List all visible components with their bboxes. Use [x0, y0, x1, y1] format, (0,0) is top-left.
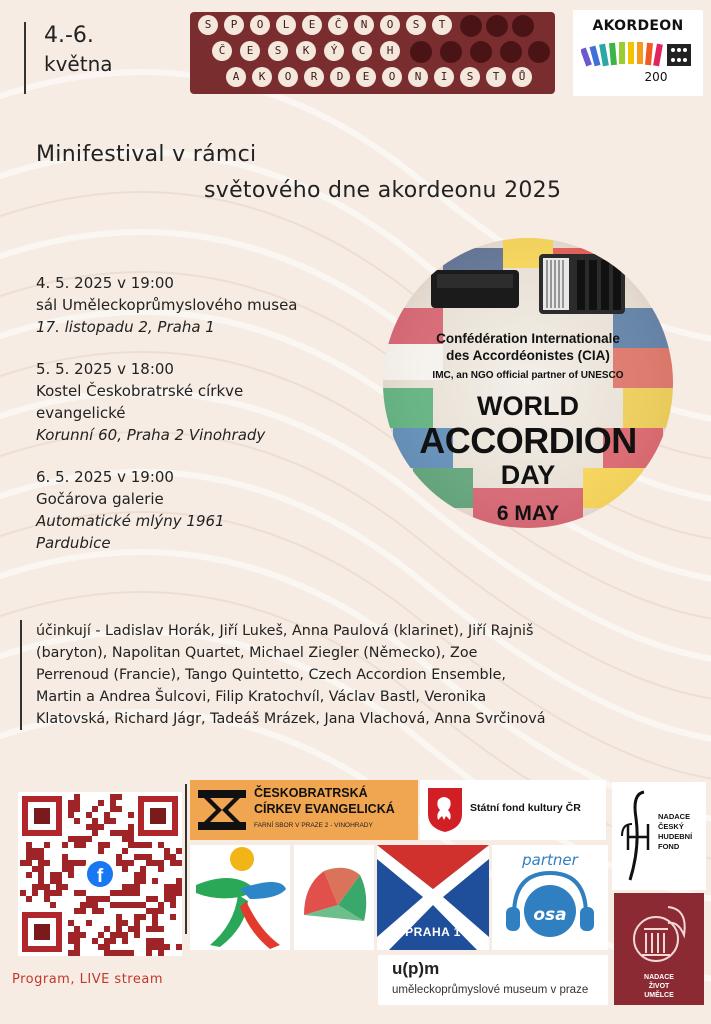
akordeon-logo-title: AKORDEON [592, 18, 684, 34]
banner-letter-key: Ů [512, 67, 532, 87]
accordion-button-icon [440, 41, 462, 63]
nchf-name [658, 812, 692, 852]
banner-letter-key: I [434, 67, 454, 87]
banner-letter-key: Č [328, 15, 348, 35]
tree-figure-icon [190, 845, 290, 950]
qr-code[interactable] [18, 792, 182, 956]
banner-letter-key: R [304, 67, 324, 87]
cce-line-3: FARNÍ SBOR V PRAZE 2 - VINOHRADY [254, 822, 373, 829]
nzu-logo [614, 893, 704, 1005]
akordeon-logo-number: 200 [644, 70, 668, 84]
event-address: Automatické mlýny 1961 [36, 512, 225, 530]
banner-letter-key: A [226, 67, 246, 87]
qr-caption: Program, LIVE stream [12, 972, 163, 987]
nchf-line: HUDEBNÍ [658, 832, 693, 841]
event-venue: Kostel Českobratrské církve [36, 382, 244, 400]
date-block [24, 22, 164, 94]
event-address: Korunní 60, Praha 2 Vinohrady [36, 426, 266, 444]
performers-line: Perrenoud (Francie), Tango Quintetto, Czech Accordion Ensemble, [36, 667, 506, 683]
osa-label: osa [533, 905, 567, 925]
nzu-line: NADACE [644, 974, 674, 981]
event-datetime: 4. 5. 2025 v 19:00 [36, 274, 174, 292]
upm-short: u(p)m [392, 959, 440, 978]
wad-world: WORLD [477, 391, 579, 421]
performers-line: Klatovská, Richard Jágr, Tadeáš Mrázek, Jana Vlachová, Anna Svrčinová [36, 711, 546, 727]
accordion-button-icon [500, 41, 522, 63]
petal-logo [294, 845, 374, 950]
cia-name [383, 330, 673, 364]
accordion-button-icon [512, 15, 534, 37]
petal-icon [294, 845, 374, 950]
cce-emblem-icon [198, 790, 246, 830]
qr-code-image [18, 792, 182, 956]
event-address: 17. listopadu 2, Praha 1 [36, 318, 215, 336]
nchf-emblem-icon [618, 788, 656, 884]
upm-logo [378, 955, 608, 1005]
akordeon-200-logo [573, 10, 703, 96]
event-datetime: 5. 5. 2025 v 18:00 [36, 360, 174, 378]
accordion-button-icon [486, 15, 508, 37]
nchf-logo [612, 782, 706, 890]
banner-letter-key: K [252, 67, 272, 87]
banner-letter-key: E [356, 67, 376, 87]
spolecnost-banner [190, 12, 555, 94]
osa-partner-label: partner [522, 851, 578, 869]
title-line-2: světového dne akordeonu 2025 [204, 178, 562, 203]
banner-letter-key: K [296, 41, 316, 61]
sfk-logo [420, 780, 606, 840]
date-month: května [44, 52, 113, 76]
cce-line-2: CÍRKEV EVANGELICKÁ [254, 802, 395, 816]
wad-day: DAY [500, 460, 556, 490]
imc-note: IMC, an NGO official partner of UNESCO [432, 370, 624, 381]
praha-1-logo [377, 845, 489, 950]
accordion-button-icon [470, 41, 492, 63]
event-list [36, 272, 386, 574]
akordeon-bellows-icon [581, 38, 695, 72]
event-item [36, 272, 386, 338]
performers-block [20, 620, 690, 730]
tree-figure-logo [190, 845, 290, 950]
banner-letter-key: E [302, 15, 322, 35]
event-venue: sál Uměleckoprůmyslového musea [36, 296, 298, 314]
event-venue: evangelické [36, 404, 126, 422]
nzu-emblem-icon [624, 899, 694, 969]
banner-letter-key: O [380, 15, 400, 35]
banner-letter-key: N [354, 15, 374, 35]
cce-line-1: ČESKOBRATRSKÁ [254, 786, 368, 800]
nchf-line: ČESKÝ [658, 822, 684, 831]
world-accordion-day-badge [383, 238, 673, 528]
event-address: Pardubice [36, 534, 111, 552]
sfk-name: Státní fond kultury ČR [470, 802, 581, 814]
banner-letter-key: S [406, 15, 426, 35]
event-venue: Gočárova galerie [36, 490, 164, 508]
accordion-button-icon [410, 41, 432, 63]
date-range: 4.-6. [44, 23, 94, 48]
banner-letter-key: D [330, 67, 350, 87]
event-item [36, 466, 386, 554]
banner-letter-key: T [432, 15, 452, 35]
accordion-button-icon [460, 15, 482, 37]
title-line-1: Minifestival v rámci [36, 142, 257, 167]
czech-coat-of-arms-icon [426, 786, 464, 834]
banner-letter-key: H [380, 41, 400, 61]
banner-letter-key: O [278, 67, 298, 87]
performers-line: účinkují - Ladislav Horák, Jiří Lukeš, Anna Paulová (klarinet), Jiří Rajniš [36, 623, 534, 639]
nchf-line: NADACE [658, 812, 691, 821]
banner-letter-key: O [382, 67, 402, 87]
banner-letter-key: S [268, 41, 288, 61]
nzu-line: ŽIVOT [648, 983, 670, 990]
cia-line-2: des Accordéonistes (CIA) [446, 348, 610, 363]
banner-letter-key: O [250, 15, 270, 35]
nchf-line: FOND [658, 842, 680, 851]
nzu-line: UMĚLCE [644, 992, 674, 999]
performers-line: (baryton), Napolitan Quartet, Michael Ziegler (Německo), Zoe [36, 645, 478, 661]
accordion-button-icon [528, 41, 550, 63]
praha-1-label: PRAHA 1 [405, 925, 461, 939]
event-item [36, 358, 386, 446]
banner-letter-key: P [224, 15, 244, 35]
bottom-divider [185, 784, 187, 934]
event-datetime: 6. 5. 2025 v 19:00 [36, 468, 174, 486]
cia-line-1: Confédération Internationale [436, 331, 620, 346]
wad-accordion: ACCORDION [419, 420, 637, 461]
performers-line: Martin a Andrea Šulcovi, Filip Kratochvíl, Václav Bastl, Veronika [36, 689, 487, 705]
banner-letter-key: S [198, 15, 218, 35]
banner-row-3 [190, 67, 555, 91]
banner-letter-key: S [460, 67, 480, 87]
cce-logo [190, 780, 418, 840]
banner-letter-key: L [276, 15, 296, 35]
banner-letter-key: Ý [324, 41, 344, 61]
banner-letter-key: E [240, 41, 260, 61]
osa-partner-logo [492, 845, 608, 950]
facebook-icon: f [96, 866, 104, 887]
headphones-icon [492, 845, 608, 950]
wad-date: 6 MAY [496, 502, 560, 525]
upm-full: uměleckoprůmyslové museum v praze [392, 984, 589, 996]
banner-letter-key: C [352, 41, 372, 61]
banner-letter-key: Č [212, 41, 232, 61]
banner-letter-key: T [486, 67, 506, 87]
banner-letter-key: N [408, 67, 428, 87]
nzu-name [614, 973, 704, 1000]
